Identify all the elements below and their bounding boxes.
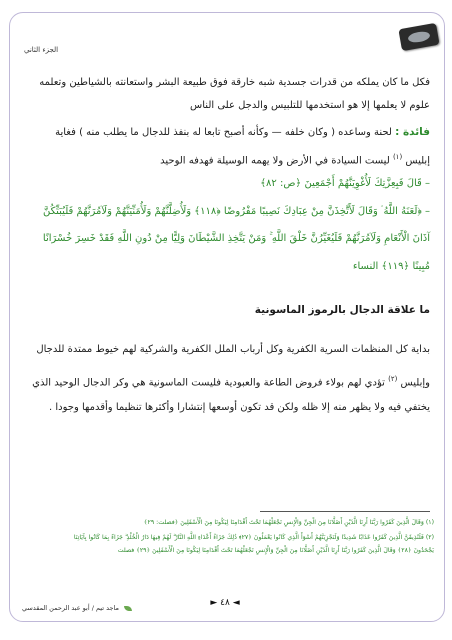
verse-2-line-1: – ﴿لَعَنَهُ اللَّهُ ۘ وَقَالَ لَأَتَّخِذَنَّ مِنْ عِبَادِكَ نَصِيبًا مَفْرُوضًا ﴿١١٨﴾ وَلَأُضِلَّنَّهُمْ وَلَأُمَنِّيَنَّهُمْ وَلَآمُرَنَّهُمْ فَلَيُبَتِّكُنَّ [43,206,430,217]
note-label: فائدة : [395,126,430,138]
note-line-2 [24,150,430,168]
paragraph-2-line-2-a: وإبليس [400,377,430,389]
page-number: ◄ ٤٨ ► [210,598,240,608]
note-line-2-b: ليست السيادة في الأرض ولا يهمه الوسيلة فهدفه الوحيد [160,155,390,167]
note-line-1 [24,125,430,140]
footnote-ref-1[interactable]: (١) [392,153,403,161]
paragraph-2-line-3: يختفي فيه ولا يظهر منه إلا ظله ولكن قد تكون أوسعها إنتشارا وأكثرها تنظيما وأقدمها وجودا . [49,402,430,413]
paragraph-2-line-2-b: تؤدي لهم بولاء فروض الطاعة والعبودية فليست الماسونية هي وكر الدجال الوحيد الذي [32,377,385,389]
verse-1: – قَالَ فَبِعِزَّتِكَ لَأُغْوِيَنَّهُمْ أَجْمَعِينَ ﴿ص: ٨٢﴾ [260,178,430,189]
footnote-ref-2[interactable]: (٢) [388,375,398,383]
paragraph-1-line-1: فكل ما كان يملكه من قدرات جسدية شبه خارقة فوق طبيعة البشر واستعانته بالشياطين وتعلمه [39,77,430,88]
section-heading: ما علاقة الدجال بالرموز الماسونية [254,304,430,316]
leaf-icon [124,606,132,611]
verse-2-line-2: آذَانَ الْأَنْعَامِ وَلَآمُرَنَّهُمْ فَلَيُغَيِّرُنَّ خَلْقَ اللَّهِ ۚ وَمَنْ يَتَّخِذِ الشَّيْطَانَ وَلِيًّا مِنْ دُونِ اللَّهِ فَقَدْ خَسِرَ خُسْرَانًا [42,233,430,244]
note-line-2-a: إبليس [405,155,430,167]
footnote-2-line-2: يَجْحَدُونَ ﴿٢٨﴾ وَقَالَ الَّذِينَ كَفَرُوا رَبَّنَا أَرِنَا الَّذَيْنِ أَضَلَّانَا مِنَ الْجِنِّ وَالْإِنسِ نَجْعَلْهُمَا تَحْتَ أَقْدَامِنَا لِيَكُونَا مِنَ الْأَسْفَلِينَ ﴿٢٩﴾ فصلت [117,547,434,554]
author-name: ماجد تيم / أبو عبد الرحمن المقدسي [22,604,120,612]
verse-2-line-3: مُبِينًا ﴿١١٩﴾ النساء [352,261,430,272]
paragraph-2-line-2 [24,372,430,390]
footnote-1: (١) وَقَالَ الَّذِينَ كَفَرُوا رَبَّنَا أَرِنَا الَّذَيْنِ أَضَلَّانَا مِنَ الْجِنِّ وَالْإِنسِ نَجْعَلْهُمَا تَحْتَ أَقْدَامِنَا لِيَكُونَا مِنَ الْأَسْفَلِينَ ﴿فصلت: ٢٩﴾ [143,519,434,526]
paragraph-1-line-2: علوم لا يعلمها إلا هو استخدمها للتلبيس والدجل على الناس [190,100,430,111]
footnote-separator [260,511,430,512]
note-text: لحنة وساعده ( وكان خلفه — وكأنه أصبح تابعا له بنفذ للدجال ما يطلب منه ) فغاية [55,127,392,138]
author-credit [22,604,132,612]
paragraph-2-line-1: بداية كل المنظمات السرية الكفرية وكل أرباب الملل الكفرية والشركية لهم خيوط ممتدة للدجال [36,344,430,355]
part-label: الجزء الثاني [24,46,59,54]
footnote-2-line-1: (٢) فَلَنُذِيقَنَّ الَّذِينَ كَفَرُوا عَذَابًا شَدِيدًا وَلَنَجْزِيَنَّهُمْ أَسْوَأَ الَّذِي كَانُوا يَعْمَلُونَ ﴿٢٧﴾ ذَٰلِكَ جَزَاءُ أَعْدَاءِ اللَّهِ النَّارُ ۖ لَهُمْ فِيهَا دَارُ الْخُلْدِ ۖ جَزَاءً بِمَا كَانُوا بِآيَاتِنَا [73,534,434,541]
